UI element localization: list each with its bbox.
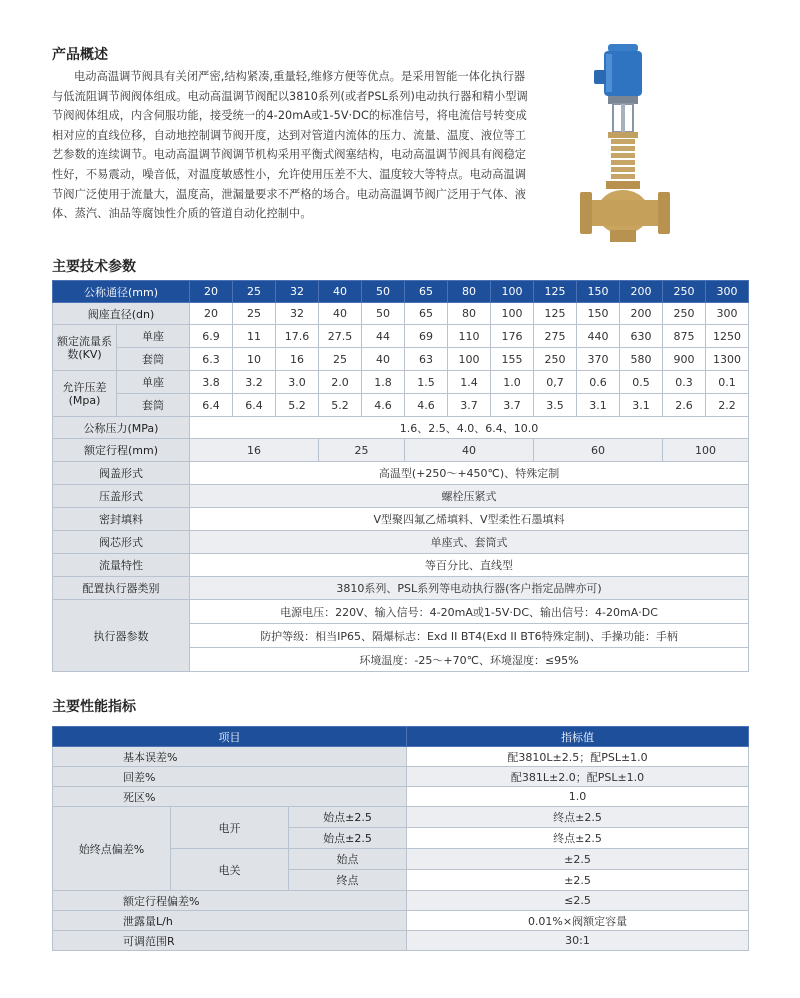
pn-label: 公称压力(MPa) (53, 417, 190, 439)
kv-cell: 110 (448, 325, 491, 348)
kv-cell: 25 (319, 348, 362, 371)
overview-text: 电动高温调节阀具有关闭严密,结构紧凑,重量轻,维修方便等优点。是采用智能一体化执行器与低流阻调节阀阀体组成。电动高温调节阀配以3810系列(或者PSL系列)电动执行器和精小型调节阀阀体组成，内含伺服功能，接受统一的4-20mA或1-5V·DC的标准信号，将电流信号转变成相对应的直线位移，自动地控制调节阀开度，达到对管道内流体的压力、流量、温度、液位等工艺参数的连续调节。电动高温调节阀调节机构采用平衡式阀塞结构，电动高温调节阀具有阀稳定性好，不易震动，噪音低，对温度敏感性小，允许使用压差不大、温度较大等特点。电动高温调节阀广泛使用于流量大，温度高，泄漏量要求不严格的场合。电动高温调节阀广泛用于气体、液体、蒸汽、油品等腐蚀性介质的管道自动化控制中。 (52, 70, 528, 221)
size-cell: 25 (233, 281, 276, 303)
size-cell: 250 (663, 281, 706, 303)
range-label: 可调范围R (53, 931, 407, 951)
stroke-dev-label: 额定行程偏差% (53, 891, 407, 911)
stroke-label: 额定行程(mm) (53, 439, 190, 462)
dp-cell: 3.7 (448, 394, 491, 417)
seat-label: 阀座直径(dn) (53, 303, 190, 325)
kv-cell: 176 (491, 325, 534, 348)
size-cell: 300 (706, 281, 749, 303)
dp-cell: 1.0 (491, 371, 534, 394)
kv-cell: 370 (577, 348, 620, 371)
dp-cell: 4.6 (405, 394, 448, 417)
sleeve-label: 套筒 (117, 348, 190, 371)
perf-row (53, 931, 749, 951)
params-label: 执行器参数 (53, 600, 190, 672)
kv-cell: 580 (620, 348, 663, 371)
perf-row (53, 891, 749, 911)
stroke-cell: 25 (319, 439, 405, 462)
dp-cell: 0.1 (706, 371, 749, 394)
dp-cell: 1.8 (362, 371, 405, 394)
dp-cell: 1.5 (405, 371, 448, 394)
dp-cell: 3.2 (233, 371, 276, 394)
seat-cell: 250 (663, 303, 706, 325)
seat-cell: 80 (448, 303, 491, 325)
params-line: 环境温度：-25～+70℃、环境湿度：≤95% (190, 648, 749, 672)
kv-cell: 63 (405, 348, 448, 371)
kv-cell: 44 (362, 325, 405, 348)
size-cell: 150 (577, 281, 620, 303)
seat-cell: 100 (491, 303, 534, 325)
end-value: 终点±2.5 (407, 807, 749, 828)
kv-cell: 1300 (706, 348, 749, 371)
gland-value: 螺栓压紧式 (190, 485, 749, 508)
valve-product-image (580, 42, 670, 247)
flow-label: 流量特性 (53, 554, 190, 577)
core-value: 单座式、套筒式 (190, 531, 749, 554)
kv-cell: 275 (534, 325, 577, 348)
kv-label: 额定流量系数(KV) (53, 325, 117, 371)
dp-cell: 3.7 (491, 394, 534, 417)
overview-title: 产品概述 (52, 47, 108, 63)
size-cell: 50 (362, 281, 405, 303)
seat-cell: 40 (319, 303, 362, 325)
dp-cell: 1.4 (448, 371, 491, 394)
seat-cell: 300 (706, 303, 749, 325)
bonnet-row (53, 462, 749, 485)
pn-value: 1.6、2.5、4.0、6.4、10.0 (190, 417, 749, 439)
stroke-cell: 16 (190, 439, 319, 462)
kv-cell: 16 (276, 348, 319, 371)
params-line: 电源电压：220V、输入信号：4-20mA或1-5V·DC、输出信号：4-20mA·DC (190, 600, 749, 624)
dp-single-row (53, 371, 749, 394)
size-cell: 20 (190, 281, 233, 303)
dp-cell: 3.1 (620, 394, 663, 417)
packing-row (53, 508, 749, 531)
kv-cell: 155 (491, 348, 534, 371)
params-line: 防护等级：相当IP65、隔爆标志：Exd II BT4(Exd II BT6特殊定制)、手操功能：手柄 (190, 624, 749, 648)
seat-row (53, 303, 749, 325)
kv-cell: 875 (663, 325, 706, 348)
pm-value: ±2.5 (407, 870, 749, 891)
dp-cell: 2.0 (319, 371, 362, 394)
value-header: 指标值 (407, 727, 749, 747)
seat-cell: 50 (362, 303, 405, 325)
single-label: 单座 (117, 325, 190, 348)
perf-table (52, 726, 749, 951)
perf-title: 主要性能指标 (52, 699, 136, 715)
stroke-dev-value: ≤2.5 (407, 891, 749, 911)
perf-header-row (53, 727, 749, 747)
kv-cell: 100 (448, 348, 491, 371)
bonnet-label: 阀盖形式 (53, 462, 190, 485)
range-value: 30:1 (407, 931, 749, 951)
perf-row (53, 767, 749, 787)
basic-label: 基本误差% (53, 747, 407, 767)
core-row (53, 531, 749, 554)
packing-label: 密封填料 (53, 508, 190, 531)
dp-cell: 5.2 (276, 394, 319, 417)
kv-sleeve-row (53, 348, 749, 371)
seat-cell: 25 (233, 303, 276, 325)
start-label: 始点±2.5 (289, 828, 407, 849)
dp-cell: 0,7 (534, 371, 577, 394)
dp-cell: 0.6 (577, 371, 620, 394)
stroke-cell: 40 (405, 439, 534, 462)
start-label: 始点±2.5 (289, 807, 407, 828)
seat-cell: 150 (577, 303, 620, 325)
core-label: 阀芯形式 (53, 531, 190, 554)
seat-cell: 125 (534, 303, 577, 325)
start-label: 始点 (289, 849, 407, 870)
perf-row (53, 787, 749, 807)
pn-row (53, 417, 749, 439)
seat-cell: 20 (190, 303, 233, 325)
dp-cell: 5.2 (319, 394, 362, 417)
stroke-cell: 100 (663, 439, 749, 462)
kv-cell: 69 (405, 325, 448, 348)
dp-cell: 2.2 (706, 394, 749, 417)
end-value: 终点±2.5 (407, 828, 749, 849)
tech-params-table (52, 280, 749, 672)
dead-label: 死区% (53, 787, 407, 807)
item-header: 项目 (53, 727, 407, 747)
seat-cell: 65 (405, 303, 448, 325)
actuator-value: 3810系列、PSL系列等电动执行器(客户指定品牌亦可) (190, 577, 749, 600)
elec-open-label: 电开 (171, 807, 289, 849)
hyst-value: 配381L±2.0；配PSL±1.0 (407, 767, 749, 787)
kv-cell: 630 (620, 325, 663, 348)
perf-row (53, 911, 749, 931)
dp-cell: 3.8 (190, 371, 233, 394)
dn-label: 公称通径(mm) (53, 281, 190, 303)
sleeve-label: 套筒 (117, 394, 190, 417)
kv-cell: 40 (362, 348, 405, 371)
hyst-label: 回差% (53, 767, 407, 787)
actuator-row (53, 577, 749, 600)
kv-cell: 440 (577, 325, 620, 348)
seat-cell: 32 (276, 303, 319, 325)
size-cell: 200 (620, 281, 663, 303)
dp-cell: 2.6 (663, 394, 706, 417)
size-cell: 32 (276, 281, 319, 303)
actuator-label: 配置执行器类别 (53, 577, 190, 600)
kv-cell: 250 (534, 348, 577, 371)
size-cell: 100 (491, 281, 534, 303)
endpoint-label: 始终点偏差% (53, 807, 171, 891)
dp-cell: 6.4 (190, 394, 233, 417)
kv-cell: 10 (233, 348, 276, 371)
dp-label: 允许压差(Mpa) (53, 371, 117, 417)
elec-close-label: 电关 (171, 849, 289, 891)
flow-value: 等百分比、直线型 (190, 554, 749, 577)
bonnet-value: 高温型(+250～+450℃)、特殊定制 (190, 462, 749, 485)
params-row (53, 600, 749, 624)
end-label: 终点 (289, 870, 407, 891)
kv-cell: 900 (663, 348, 706, 371)
dp-cell: 3.1 (577, 394, 620, 417)
dp-cell: 3.5 (534, 394, 577, 417)
dp-cell: 6.4 (233, 394, 276, 417)
kv-cell: 6.3 (190, 348, 233, 371)
leak-value: 0.01%×阀额定容量 (407, 911, 749, 931)
leak-label: 泄露量L/h (53, 911, 407, 931)
packing-value: V型聚四氟乙烯填料、V型柔性石墨填料 (190, 508, 749, 531)
kv-cell: 27.5 (319, 325, 362, 348)
kv-cell: 1250 (706, 325, 749, 348)
gland-label: 压盖形式 (53, 485, 190, 508)
seat-cell: 200 (620, 303, 663, 325)
tech-title: 主要技术参数 (52, 259, 136, 275)
dp-cell: 3.0 (276, 371, 319, 394)
kv-cell: 6.9 (190, 325, 233, 348)
pm-value: ±2.5 (407, 849, 749, 870)
dp-cell: 4.6 (362, 394, 405, 417)
kv-cell: 11 (233, 325, 276, 348)
dp-cell: 0.3 (663, 371, 706, 394)
stroke-row (53, 439, 749, 462)
basic-value: 配3810L±2.5；配PSL±1.0 (407, 747, 749, 767)
flow-row (53, 554, 749, 577)
size-cell: 80 (448, 281, 491, 303)
dp-cell: 0.5 (620, 371, 663, 394)
kv-cell: 17.6 (276, 325, 319, 348)
size-cell: 65 (405, 281, 448, 303)
perf-row (53, 807, 749, 828)
dp-sleeve-row (53, 394, 749, 417)
stroke-cell: 60 (534, 439, 663, 462)
gland-row (53, 485, 749, 508)
size-cell: 125 (534, 281, 577, 303)
single-label: 单座 (117, 371, 190, 394)
dead-value: 1.0 (407, 787, 749, 807)
kv-single-row (53, 325, 749, 348)
perf-row (53, 747, 749, 767)
size-cell: 40 (319, 281, 362, 303)
size-header-row (53, 281, 749, 303)
